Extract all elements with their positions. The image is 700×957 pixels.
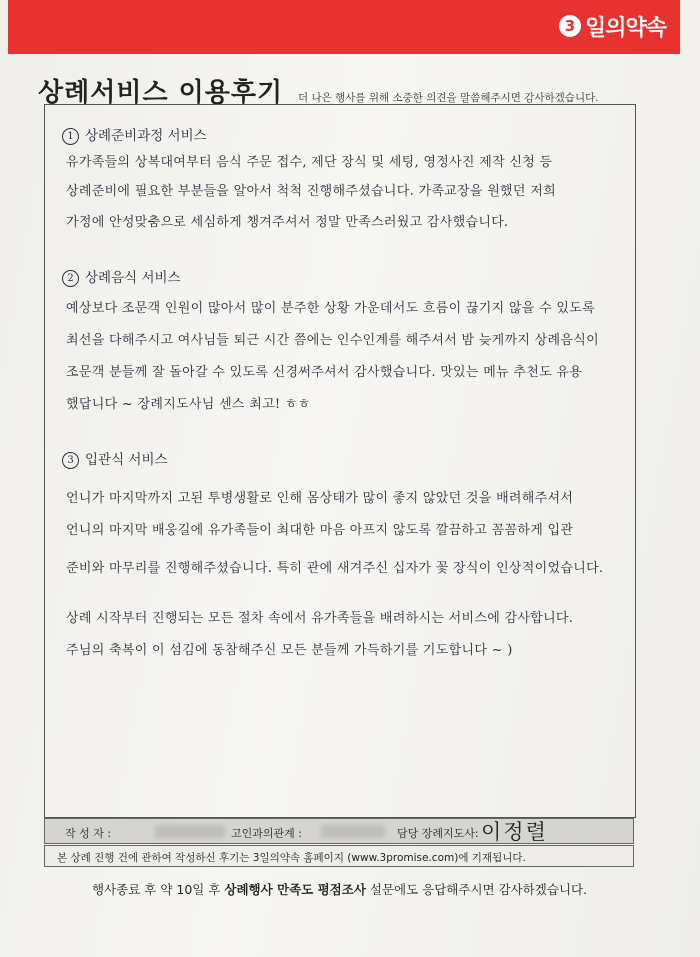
author-label: 작 성 자 : — [65, 827, 112, 840]
page-subtitle: 더 나은 행사를 위해 소중한 의견을 말씀해주시면 감사하겠습니다. — [298, 92, 599, 104]
survey-request — [92, 880, 587, 898]
section-title-text: 상례음식 서비스 — [85, 270, 181, 286]
section-1-line: 가정에 안성맞춤으로 세심하게 챙겨주셔서 정말 만족스러웠고 감사했습니다. — [66, 215, 509, 230]
section-2-title — [62, 266, 181, 287]
section-3-title — [62, 448, 168, 469]
publication-note-row — [44, 845, 634, 867]
logo-text: 일의약속 — [584, 15, 666, 41]
author-info-row — [44, 818, 634, 844]
director-signature: 이정렬 — [481, 820, 548, 844]
publication-note: 본 상례 진행 건에 관하여 작성하신 후기는 3일의약속 홈페이지 (www.3promise.com)에 기재됩니다. — [57, 852, 526, 864]
relation-label: 고인과의관계 : — [231, 827, 302, 840]
brand-logo — [559, 10, 666, 42]
section-title-text: 상례준비과정 서비스 — [85, 128, 207, 144]
section-number-badge: 2 — [62, 270, 79, 287]
section-1-line: 상례준비에 필요한 부분들을 알아서 척척 진행해주셨습니다. 가족교장을 원했던 저희 — [66, 184, 556, 199]
redacted-author — [155, 825, 225, 838]
section-1-line: 유가족들의 상복대여부터 음식 주문 접수, 제단 장식 및 세팅, 영정사진 제작 신청 등 — [66, 155, 553, 170]
brand-header-bar — [8, 0, 680, 54]
section-number-badge: 3 — [62, 452, 79, 469]
section-3-line: 언니가 마지막까지 고된 투병생활로 인해 몸상태가 많이 좋지 않았던 것을 배려해주셔서 — [66, 491, 574, 506]
section-2-line: 했답니다 ~ 장례지도사님 센스 최고! ㅎㅎ — [66, 397, 311, 412]
section-title-text: 입관식 서비스 — [85, 452, 168, 468]
section-1-title — [62, 124, 207, 145]
director-label: 담당 장례지도사: — [397, 827, 479, 840]
closing-line: 상례 시작부터 진행되는 모든 절차 속에서 유가족들을 배려하시는 서비스에 감사합니다. — [66, 611, 574, 626]
section-2-line: 예상보다 조문객 인원이 많아서 많이 분주한 상황 가운데서도 흐름이 끊기지 않을 수 있도록 — [66, 301, 595, 316]
survey-request-pre: 행사종료 후 약 10일 후 — [92, 882, 225, 897]
page-title: 상례서비스 이용후기 — [38, 78, 284, 108]
section-3-line: 준비와 마무리를 진행해주셨습니다. 특히 관에 새겨주신 십자가 꽃 장식이 인상적이었습니다. — [66, 561, 604, 576]
survey-request-post: 설문에도 응답해주시면 감사하겠습니다. — [365, 882, 588, 897]
section-number-badge: 1 — [62, 128, 79, 145]
section-3-line: 언니의 마지막 배웅길에 유가족들이 최대한 마음 아프지 않도록 깔끔하고 꼼꼼하게 입관 — [66, 523, 574, 538]
logo-number-badge: 3 — [559, 15, 581, 37]
survey-request-bold: 상례행사 만족도 평점조사 — [224, 882, 366, 897]
redacted-relation — [321, 825, 385, 838]
closing-line: 주님의 축복이 이 섬김에 동참해주신 모든 분들께 가득하기를 기도합니다 ~ ) — [66, 643, 513, 658]
section-2-line: 조문객 분들께 잘 돌아갈 수 있도록 신경써주셔서 감사했습니다. 맛있는 메뉴 추천도 유용 — [66, 365, 583, 380]
section-2-line: 최선을 다해주시고 여사님들 퇴근 시간 쯤에는 인수인계를 해주셔서 밤 늦게까지 상례음식이 — [66, 333, 599, 348]
